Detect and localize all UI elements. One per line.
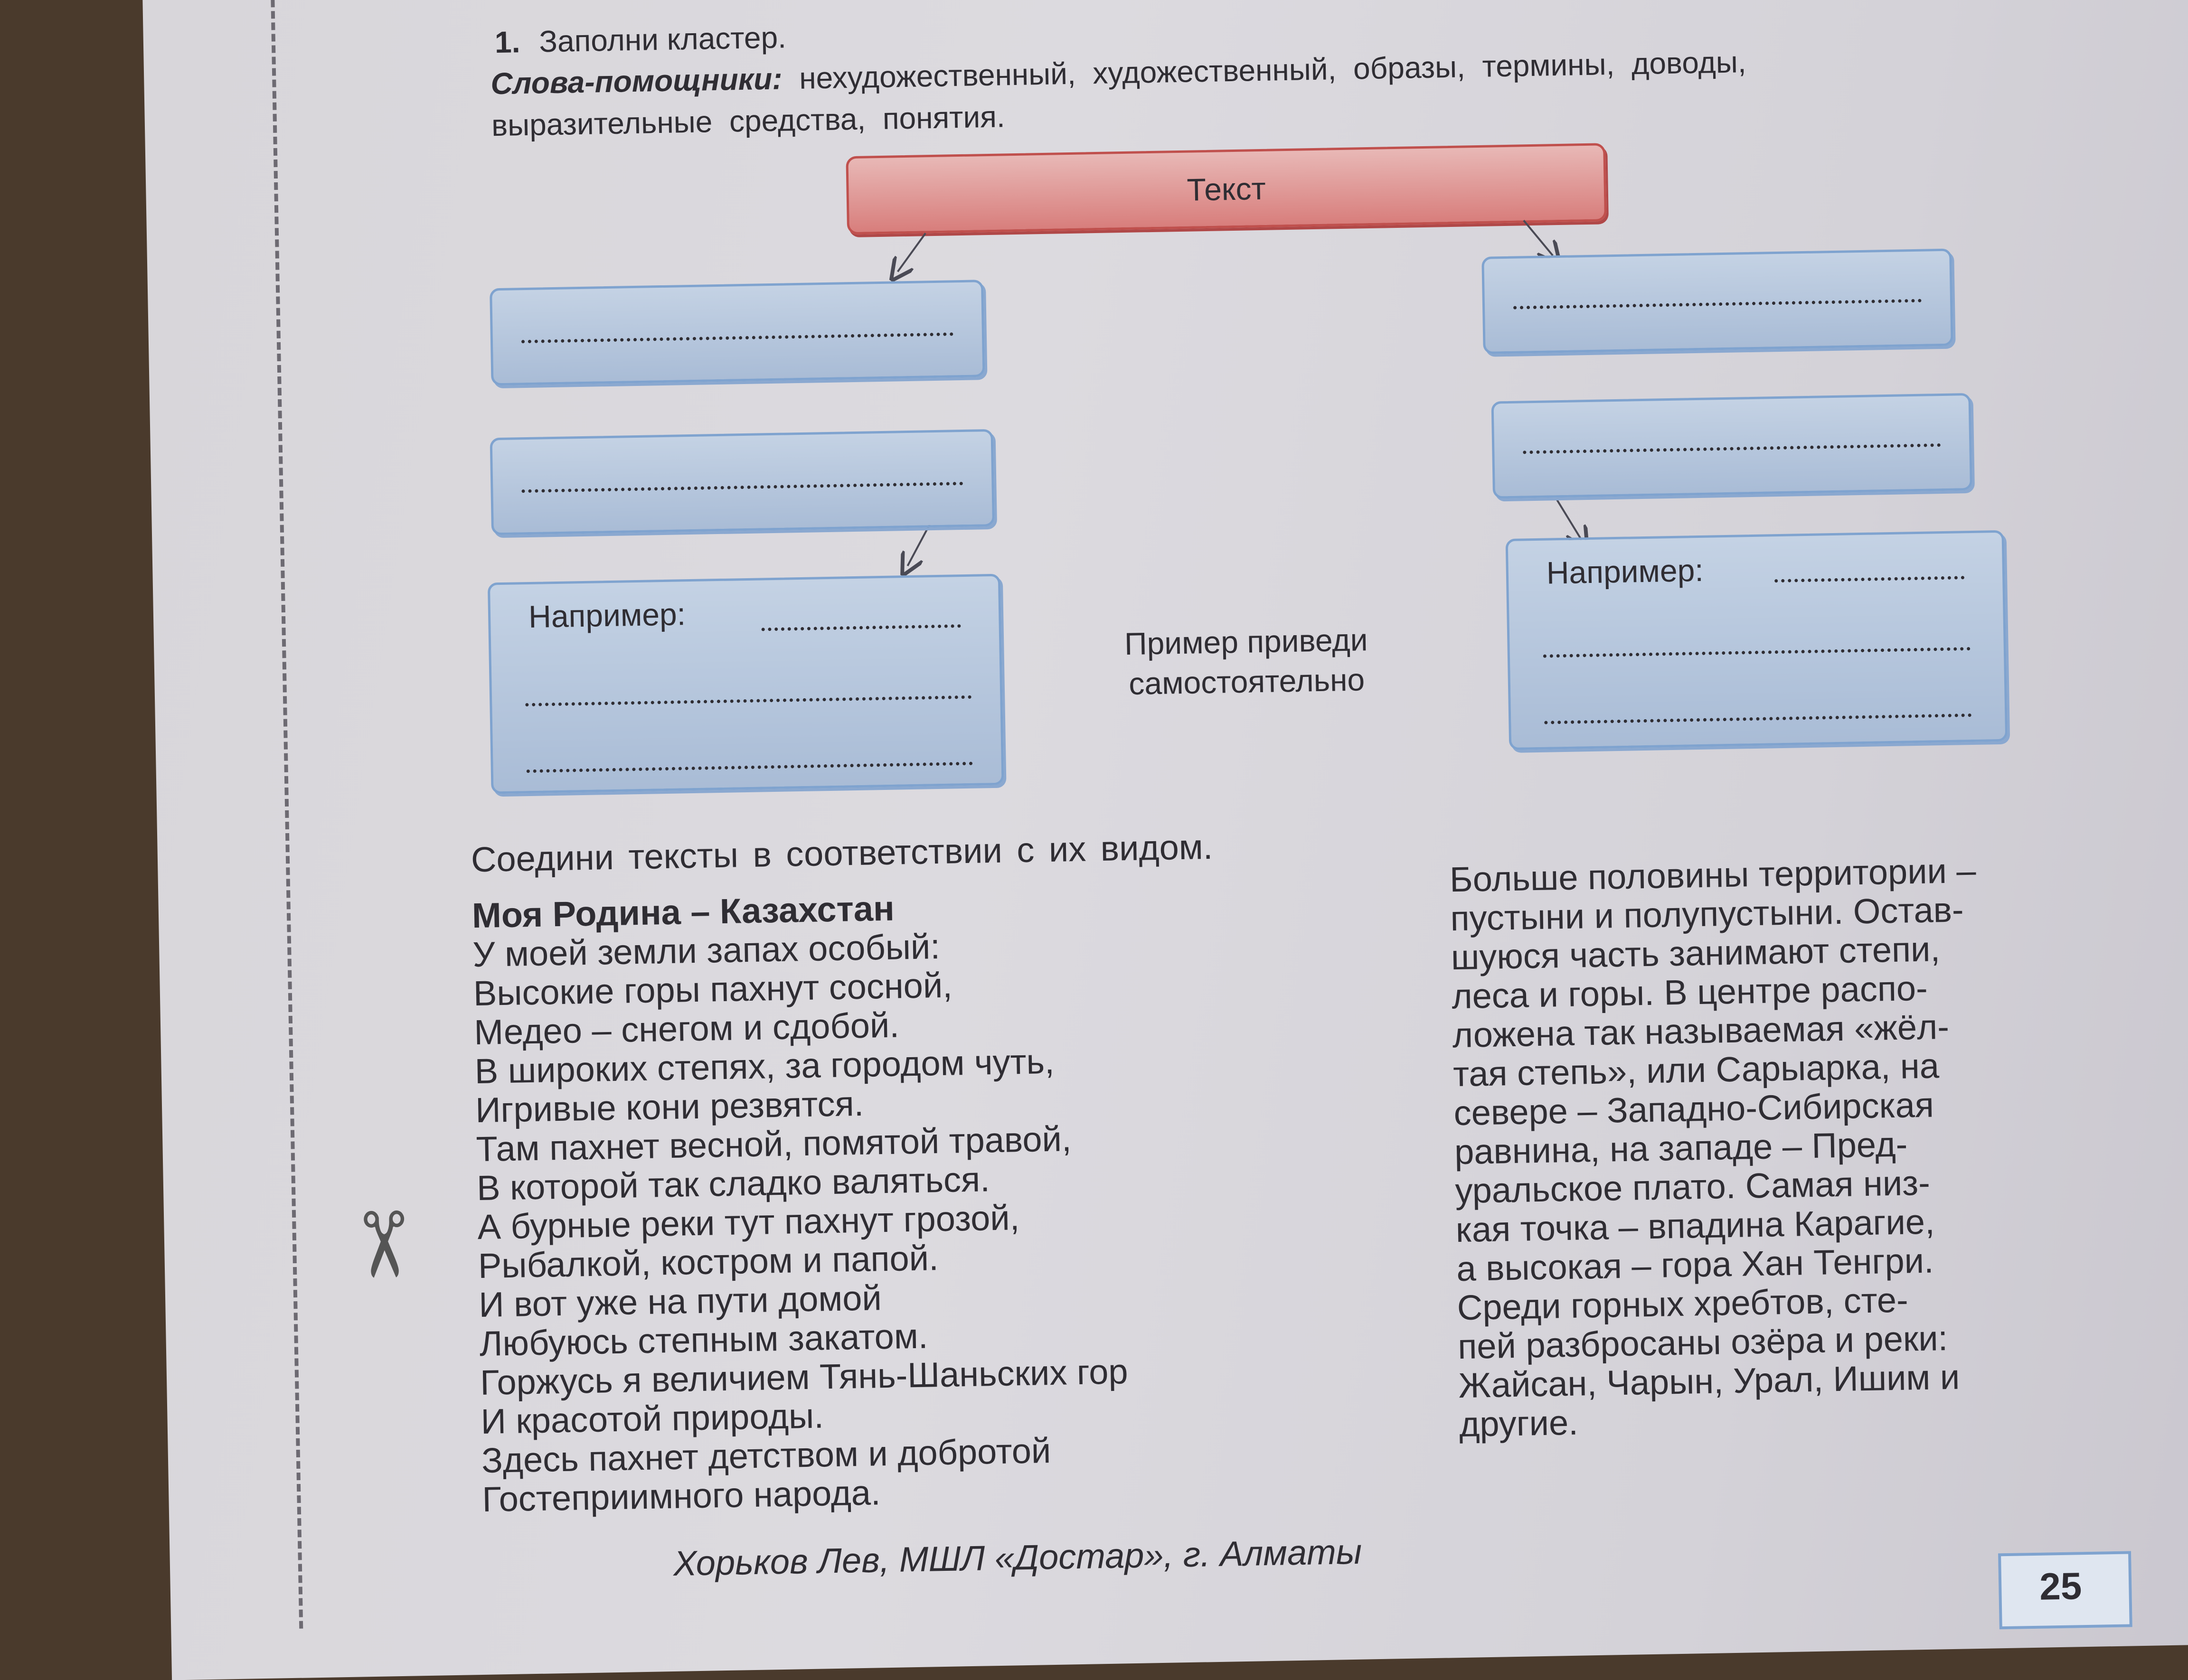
answer-line[interactable] bbox=[1513, 299, 1922, 310]
answer-box-right-1[interactable] bbox=[1481, 249, 1953, 354]
prose-line: ложена так называемая «жёл- bbox=[1452, 1006, 1950, 1055]
prose-line: севере – Западно-Сибирская bbox=[1453, 1085, 1934, 1133]
poem-line: Горжусь я величием Тянь-Шаньских гор bbox=[480, 1352, 1129, 1403]
answer-box-left-1[interactable] bbox=[490, 280, 985, 385]
answer-line[interactable] bbox=[1523, 443, 1941, 454]
arrow-left-example bbox=[907, 523, 932, 566]
prose-line: другие. bbox=[1459, 1402, 1579, 1445]
prose-line: пей разбросаны озёра и реки: bbox=[1457, 1318, 1948, 1367]
center-note: Пример приведи самостоятельно bbox=[1124, 622, 1368, 701]
answer-line[interactable] bbox=[1544, 713, 1971, 724]
helpers-text: нехудожественный, художественный, образы, термины, доводы, выразительные средства, понятия. bbox=[491, 45, 1747, 143]
prose-line: Среди горных хребтов, сте- bbox=[1457, 1280, 1909, 1328]
poem-title: Моя Родина – Казахстан bbox=[472, 888, 895, 936]
poem-line: Гостеприимного народа. bbox=[481, 1473, 881, 1519]
poem-line: Игривые кони резвятся. bbox=[475, 1083, 864, 1130]
poem-line: В широких степях, за городом чуть, bbox=[474, 1041, 1055, 1091]
answer-line[interactable] bbox=[1543, 647, 1971, 658]
prose-line: уральское плато. Самая низ- bbox=[1454, 1163, 1931, 1211]
prose-line: шуюся часть занимают степи, bbox=[1451, 929, 1941, 977]
answer-line[interactable] bbox=[762, 624, 961, 631]
prose-line: Больше половины территории – bbox=[1449, 850, 1977, 900]
prose-line: равнина, на западе – Пред- bbox=[1454, 1124, 1908, 1172]
page-number: 25 bbox=[2039, 1565, 2083, 1608]
poem-line: Рыбалкой, костром и папой. bbox=[478, 1238, 939, 1286]
cluster-root-label: Текст bbox=[1186, 170, 1266, 207]
answer-box-right-2[interactable] bbox=[1491, 393, 1972, 499]
example-box-left[interactable] bbox=[488, 574, 1004, 794]
arrow-root-left bbox=[897, 233, 926, 272]
poem-line: И вот уже на пути домой bbox=[478, 1278, 882, 1325]
scissors-icon: ✂ bbox=[329, 1206, 436, 1284]
poem-line: А бурные реки тут пахнут грозой, bbox=[477, 1198, 1020, 1247]
answer-line[interactable] bbox=[525, 695, 971, 706]
poem-line: Там пахнет весной, помятой травой, bbox=[475, 1119, 1072, 1169]
helpers-label: Слова-помощники: bbox=[490, 61, 783, 101]
poem-line: Здесь пахнет детством и добротой bbox=[481, 1431, 1051, 1481]
arrow-root-right bbox=[1524, 220, 1553, 256]
prose-line: кая точка – впадина Карагие, bbox=[1455, 1201, 1935, 1250]
answer-line[interactable] bbox=[521, 482, 963, 493]
answer-line[interactable] bbox=[1774, 576, 1964, 582]
poem-line: У моей земли запах особый: bbox=[472, 926, 941, 975]
matching-instruction: Соедини тексты в соответствии с их видом. bbox=[471, 826, 1213, 880]
poem-block[interactable] bbox=[472, 885, 1130, 1519]
workbook-page bbox=[142, 0, 2188, 1680]
prose-line: Жайсан, Чарын, Урал, Ишим и bbox=[1458, 1357, 1960, 1406]
answer-box-left-2[interactable] bbox=[490, 429, 995, 535]
prose-line: тая степь», или Сарыарка, на bbox=[1452, 1046, 1940, 1094]
answer-line[interactable] bbox=[527, 762, 973, 773]
prose-line: а высокая – гора Хан Тенгри. bbox=[1456, 1240, 1934, 1289]
page-number-box bbox=[1998, 1551, 2132, 1629]
task-title: Заполни кластер. bbox=[538, 20, 787, 59]
example-label: Например: bbox=[528, 596, 686, 635]
poem-line: Любуюсь степным закатом. bbox=[479, 1316, 928, 1364]
task-number: 1. bbox=[494, 25, 521, 60]
example-box-right[interactable] bbox=[1506, 530, 2008, 750]
prose-block[interactable] bbox=[1449, 851, 1986, 1444]
arrow-right-example bbox=[1557, 499, 1581, 540]
prose-line: пустыни и полупустыни. Остав- bbox=[1450, 890, 1964, 939]
example-label: Например: bbox=[1546, 552, 1704, 591]
poem-line: И красотой природы. bbox=[480, 1396, 824, 1442]
poem-author: Хорьков Лев, МШЛ «Достар», г. Алматы bbox=[673, 1531, 1362, 1583]
answer-line[interactable] bbox=[521, 332, 953, 343]
prose-line: леса и горы. В центре распо- bbox=[1451, 968, 1928, 1016]
poem-line: Высокие горы пахнут сосной, bbox=[473, 965, 953, 1014]
poem-line: Медео – снегом и сдобой. bbox=[473, 1005, 900, 1052]
poem-line: В которой так сладко валяться. bbox=[476, 1159, 990, 1208]
